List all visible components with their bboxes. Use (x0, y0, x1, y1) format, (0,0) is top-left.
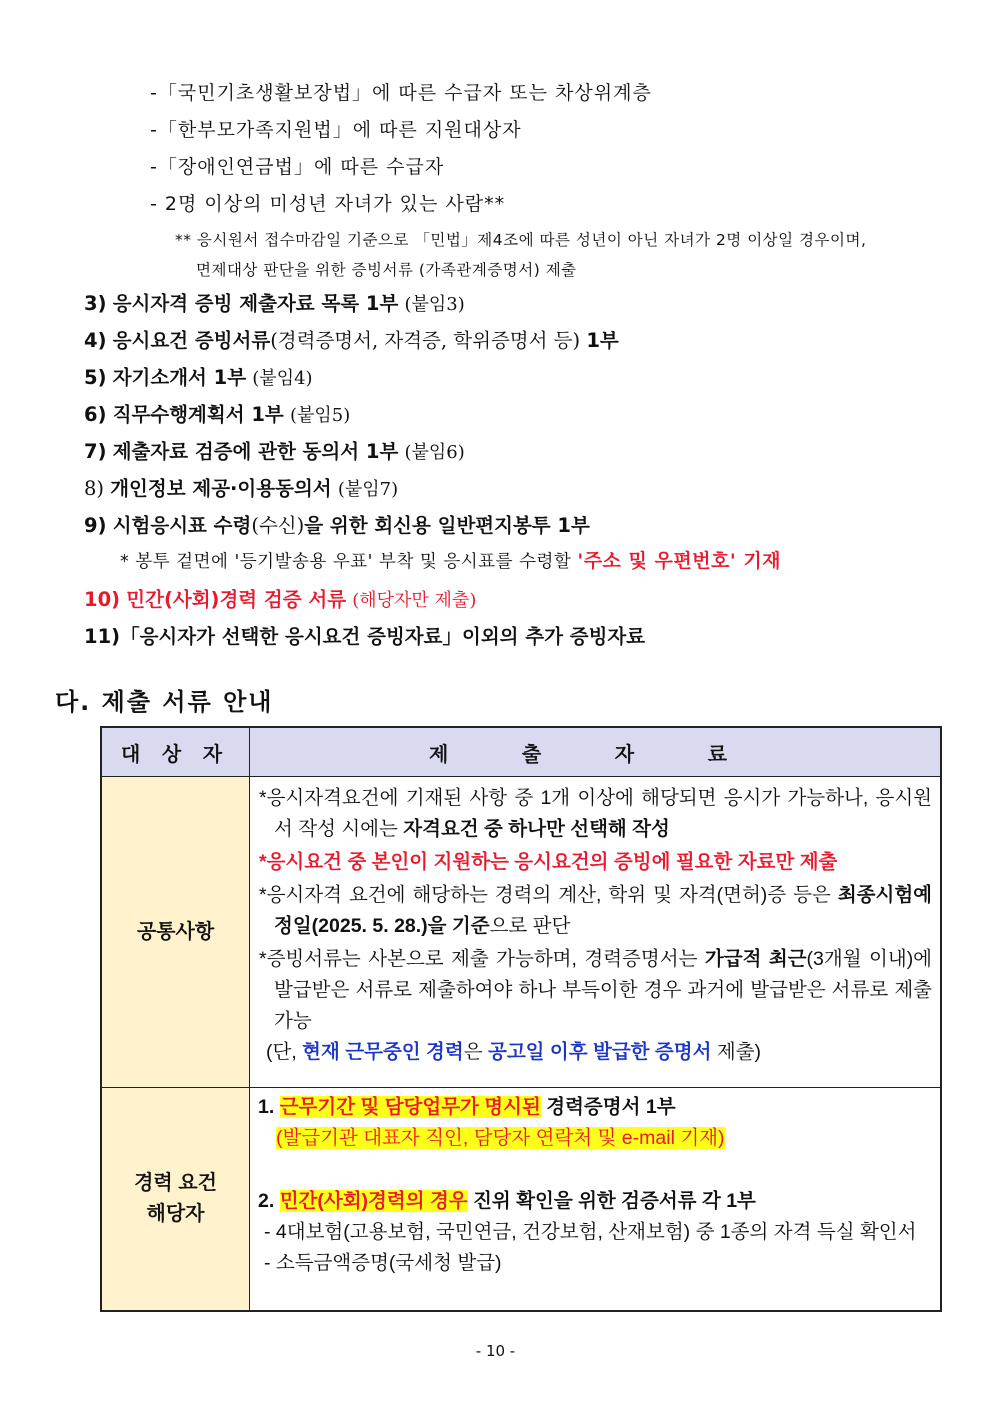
eligibility-note-1: ** 응시원서 접수마감일 기준으로 「민법」제4조에 따른 성년이 아닌 자녀가 2명 이상일 경우이며, (175, 231, 867, 249)
career-item-2 (250, 1186, 940, 1217)
common-item-5-emphasis-1: 현재 근무중인 경력 (302, 1041, 464, 1063)
item-title: 응시자격 증빙 제출자료 목록 1부 (112, 292, 399, 315)
item-attachment: (붙임5) (289, 405, 351, 426)
item-paren: (해당자만 제출) (352, 590, 477, 611)
common-item-1-emphasis: 자격요건 중 하나만 선택해 작성 (403, 818, 670, 840)
list-item-9 (84, 510, 590, 538)
list-item-5 (84, 362, 313, 390)
header-target: 대 상 자 (101, 727, 250, 777)
career-item-1-number: 1. (258, 1096, 275, 1118)
item-title: 제출자료 검증에 관한 동의서 1부 (112, 440, 399, 463)
common-item-4-rest: (3개월 이내)에 발급받은 서류로 제출하여야 하나 부득이한 경우 과거에 발급받은 서류로 제출 가능 (274, 948, 933, 1032)
item-number: 4) (84, 329, 107, 352)
item-title-rest: 을 위한 회신용 일반편지봉투 1부 (304, 514, 590, 537)
common-item-3 (250, 880, 940, 942)
list-item-11 (84, 621, 645, 649)
table-row-career (101, 1088, 941, 1312)
note-text: * 봉투 겉면에 '등기발송용 우표' 부착 및 응시표를 수령할 (120, 552, 572, 572)
item-number: 7) (84, 440, 107, 463)
submission-table (100, 726, 942, 1312)
list-item-10 (84, 584, 476, 612)
eligibility-line-4: - 2명 이상의 미성년 자녀가 있는 사람** (150, 193, 506, 215)
eligibility-line-3: -「장애인연금법」에 따른 수급자 (150, 156, 445, 178)
note-highlight: '주소 및 우편번호' 기재 (577, 550, 782, 572)
career-item-2-rest: 진위 확인을 위한 검증서류 각 1부 (473, 1190, 756, 1212)
common-item-1 (250, 777, 940, 845)
item-title: 시험응시표 수령 (112, 514, 252, 537)
eligibility-line-2: -「한부모가족지원법」에 따른 지원대상자 (150, 119, 522, 141)
row-label-career (101, 1088, 250, 1312)
header-documents: 제 출 자 료 (250, 727, 942, 777)
common-item-4-emphasis: 가급적 최근 (704, 948, 807, 970)
item-number: 8) (84, 477, 105, 500)
item-number: 11) (84, 625, 121, 648)
common-item-3-emphasis: 최종시험예정일(2025. 5. 28.)을 기준 (274, 884, 932, 937)
table-row-common (101, 777, 941, 1088)
career-label-line-2: 해당자 (146, 1203, 205, 1225)
item-number: 9) (84, 514, 107, 537)
list-item-8 (84, 473, 398, 501)
list-item-3 (84, 288, 465, 316)
section-title: 다. 제출 서류 안내 (55, 688, 274, 716)
item-title: 직무수행계획서 1부 (112, 403, 284, 426)
item-number: 10) (84, 588, 121, 611)
table-header-row (101, 727, 941, 777)
common-item-5-emphasis-2: 공고일 이후 발급한 증명서 (487, 1041, 712, 1063)
common-item-3-text: *응시자격 요건에 해당하는 경력의 계산, 학위 및 자격(면허)증 등은 (259, 884, 831, 906)
item-title: 자기소개서 1부 (112, 366, 247, 389)
item-paren: (경력증명서, 자격증, 학위증명서 등) (270, 329, 581, 352)
career-item-1-rest: 경력증명서 1부 (546, 1096, 676, 1118)
item-end: 1부 (586, 329, 619, 352)
list-item-7 (84, 436, 465, 464)
item-attachment: (붙임4) (252, 368, 313, 389)
career-item-2-sub-2: - 소득금액증명(국세청 발급) (264, 1252, 502, 1274)
common-item-5-close: 제출) (716, 1041, 762, 1063)
item-paren: (수신) (251, 514, 305, 537)
row-label-common: 공통사항 (101, 777, 250, 1088)
career-item-2-number: 2. (258, 1190, 275, 1212)
career-item-2-sub-1: - 4대보험(고용보험, 국민연금, 건강보험, 산재보험) 중 1종의 자격 득실 확인서 (264, 1221, 917, 1243)
item-number: 5) (84, 366, 107, 389)
list-item-9-note (120, 546, 781, 573)
common-item-5-open: (단, (266, 1041, 297, 1063)
eligibility-note-2: 면제대상 판단을 위한 증빙서류 (가족관계증명서) 제출 (196, 261, 577, 279)
common-item-3-end: 으로 판단 (489, 915, 571, 937)
common-item-1-text: *응시자격요건에 기재된 사항 중 1개 이상에 해당되면 응시가 가능하나, 응시원서 작성 시에는 (259, 787, 932, 840)
common-item-4-text: *증빙서류는 사본으로 제출 가능하며, 경력증명서는 (259, 948, 698, 970)
career-item-1-sub-text: (발급기관 대표자 직인, 담당자 연락처 및 e-mail 기재) (276, 1127, 725, 1149)
list-item-6 (84, 399, 350, 427)
eligibility-line-1: -「국민기초생활보장법」에 따른 수급자 또는 차상위계층 (150, 82, 652, 104)
item-attachment: (붙임6) (404, 442, 465, 463)
item-attachment: (붙임7) (337, 479, 399, 500)
career-item-1-sub (250, 1123, 940, 1154)
common-item-5-mid: 은 (463, 1041, 483, 1063)
career-item-1 (250, 1088, 940, 1123)
item-title: 민간(사회)경력 검증 서류 (126, 588, 347, 611)
common-item-5 (250, 1037, 940, 1068)
row-content-common (250, 777, 942, 1088)
career-label-line-1: 경력 요건 (134, 1172, 217, 1194)
common-item-4 (250, 944, 940, 1037)
career-item-2-highlight: 민간(사회)경력의 경우 (279, 1190, 468, 1212)
item-number: 6) (84, 403, 107, 426)
page-number: - 10 - (475, 1342, 516, 1360)
common-item-2: *응시요건 중 본인이 지원하는 응시요건의 증빙에 필요한 자료만 제출 (259, 851, 838, 873)
item-title: 응시요건 증빙서류 (112, 329, 271, 352)
item-title: 「응시자가 선택한 응시요건 증빙자료」이외의 추가 증빙자료 (120, 625, 646, 648)
item-title: 개인정보 제공·이용동의서 (110, 477, 332, 500)
list-item-4 (84, 325, 619, 353)
row-content-career (250, 1088, 942, 1312)
item-attachment: (붙임3) (404, 294, 465, 315)
item-number: 3) (84, 292, 107, 315)
career-item-1-highlight: 근무기간 및 담당업무가 명시된 (279, 1096, 541, 1118)
